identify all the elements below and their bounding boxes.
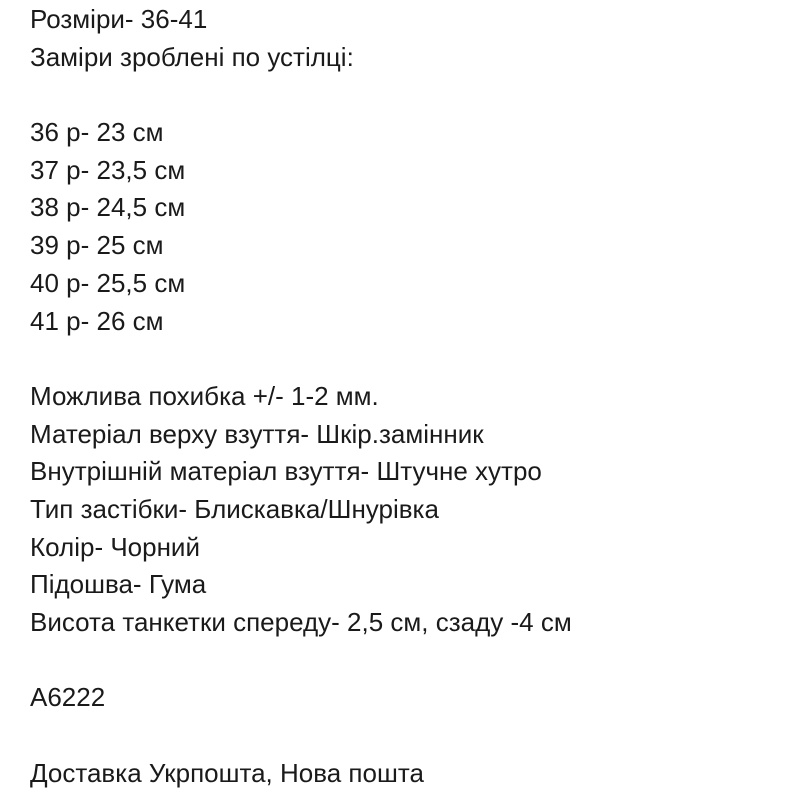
blank-line bbox=[30, 76, 790, 114]
blank-line bbox=[30, 642, 790, 680]
size-row: 41 р- 26 см bbox=[30, 305, 164, 336]
article-code: А6222 bbox=[30, 682, 106, 713]
measure-note: Заміри зроблені по устілці: bbox=[30, 41, 354, 72]
sizes-header: Розміри- 36-41 bbox=[30, 4, 208, 34]
color-info: Колір- Чорний bbox=[30, 531, 200, 562]
blank-line bbox=[30, 717, 790, 755]
wedge-height: Висота танкетки спереду- 2,5 см, сзаду -4 см bbox=[30, 607, 572, 637]
tolerance-note: Можлива похибка +/- 1-2 мм. bbox=[30, 380, 379, 411]
fastener-type: Тип застібки- Блискавка/Шнурівка bbox=[30, 493, 439, 524]
delivery-info: Доставка Укрпошта, Нова пошта bbox=[30, 757, 424, 788]
product-description bbox=[30, 1, 790, 792]
size-row: 37 р- 23,5 см bbox=[30, 154, 186, 185]
size-row: 40 р- 25,5 см bbox=[30, 267, 186, 298]
size-row: 39 р- 25 см bbox=[30, 230, 164, 261]
blank-line bbox=[30, 340, 790, 378]
size-row: 38 р- 24,5 см bbox=[30, 192, 186, 223]
size-row: 36 р- 23 см bbox=[30, 117, 164, 148]
inner-material: Внутрішній матеріал взуття- Штучне хутро bbox=[30, 456, 542, 487]
sole-info: Підошва- Гума bbox=[30, 569, 207, 600]
upper-material: Матеріал верху взуття- Шкір.замінник bbox=[30, 418, 484, 449]
